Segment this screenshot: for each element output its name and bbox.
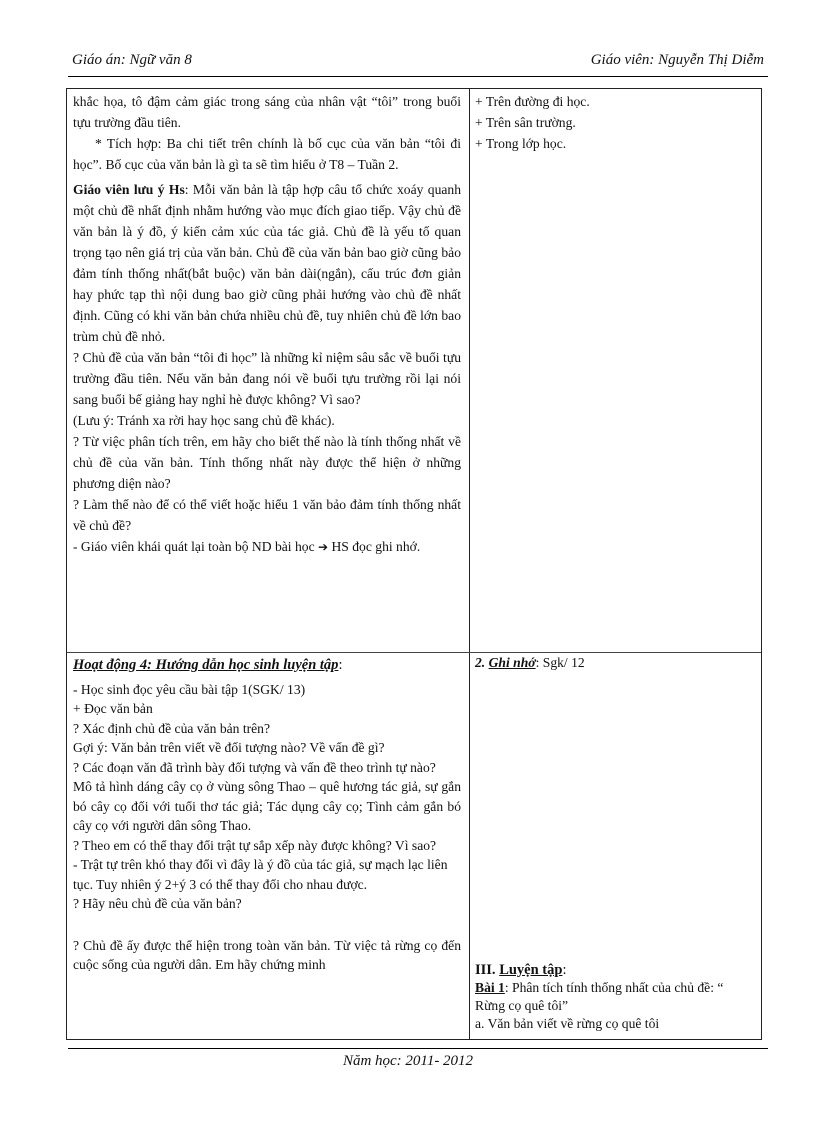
exercise-1-a: a. Văn bản viết về rừng cọ quê tôi — [475, 1016, 660, 1031]
paragraph-intro: khắc họa, tô đậm cảm giác trong sáng của nhân vật “tôi” trong buổi tựu trường đầu tiên. — [73, 94, 461, 130]
summary-text: - Giáo viên khái quát lại toàn bộ ND bài học — [73, 539, 315, 554]
memo-line — [475, 652, 753, 673]
question-unity: ? Từ việc phân tích trên, em hãy cho biết thế nào là tính thống nhất về chủ đề của văn bản. Tính thống nhất này được thể hiện ở những phương diện nào? — [73, 434, 461, 491]
memo — [475, 652, 753, 673]
practice-label: Luyện tập — [499, 962, 563, 978]
question-change: ? Theo em có thể thay đổi trật tự sắp xếp này được không? Vì sao? — [73, 837, 437, 853]
arrow-icon: ➔ — [318, 540, 329, 554]
memo-number: 2. — [475, 655, 486, 670]
read-text: + Đọc văn bản — [73, 701, 153, 716]
teacher-note-label: Giáo viên lưu ý Hs — [73, 182, 185, 197]
question-state-topic: ? Hãy nêu chủ đề của văn bản? — [73, 896, 242, 911]
question-how: ? Làm thế nào để có thể viết hoặc hiểu 1 văn bảo đảm tính thống nhất về chủ đề? — [73, 497, 461, 533]
point-classroom: + Trong lớp học. — [475, 136, 567, 151]
practice-colon: : — [562, 962, 567, 978]
paragraph-integration: * Tích hợp: Ba chi tiết trên chính là bố cục của văn bản “tôi đi học”. Bố cục của văn bản là gì ta sẽ tìm hiểu ở T8 – Tuần 2. — [73, 136, 461, 172]
header-teacher: Giáo viên: Nguyễn Thị Diễm — [590, 52, 764, 68]
point-road: + Trên đường đi học. — [475, 94, 590, 109]
right-column-top — [475, 91, 753, 154]
exercise-1-text: : Phân tích tính thống nhất của chủ đề: “ Rừng cọ quê tôi” — [475, 980, 724, 1013]
exercise-1-label: Bài 1 — [475, 980, 505, 995]
left-column-bottom — [73, 656, 461, 975]
header-subject: Giáo án: Ngữ văn 8 — [72, 52, 192, 68]
memo-text: : Sgk/ 12 — [535, 655, 585, 670]
page-header — [72, 52, 764, 74]
practice-roman: III. — [475, 962, 496, 978]
note-caution: (Lưu ý: Tránh xa rời hay học sang chủ đề khác). — [73, 413, 335, 428]
exercise-1 — [475, 979, 753, 1015]
left-column-top — [73, 91, 461, 558]
question-topic: ? Chủ đề của văn bản “tôi đi học” là những kỉ niệm sâu sắc về buổi tựu trường đầu tiên. Nếu văn bản đang nói về buổi tựu trường rồi lại nói sang buổi bế giảng hay nghỉ hè được không? Vì sao? — [73, 350, 461, 407]
question-order: ? Các đoạn văn đã trình bày đối tượng và vấn đề theo trình tự nào? — [73, 759, 436, 775]
activity-4-colon: : — [338, 657, 343, 673]
point-yard: + Trên sân trường. — [475, 115, 576, 130]
summary-result: HS đọc ghi nhớ. — [331, 539, 421, 554]
practice-heading — [475, 961, 753, 979]
paragraph-teacher-note — [73, 179, 461, 347]
header-rule — [68, 76, 768, 77]
exercise-request: - Học sinh đọc yêu cầu bài tập 1(SGK/ 13) — [73, 681, 306, 697]
question-identify: ? Xác định chủ đề của văn bản trên? — [73, 720, 271, 736]
footer-year: Năm học: 2011- 2012 — [342, 1053, 474, 1069]
answer-order: - Trật tự trên khó thay đổi vì đây là ý đồ của tác giả, sự mạch lạc liên tục. Tuy nhiên ý 2+ý 3 có thể thay đổi cho nhau được. — [73, 857, 448, 892]
lesson-table — [66, 88, 762, 1040]
summary-line — [73, 536, 461, 558]
teacher-note-text: : Mỗi văn bản là tập hợp câu tổ chức xoáy quanh một chủ đề nhất định nhằm hướng vào mục đích giao tiếp. Vậy chủ đề văn bản là ý đồ, ý kiến cảm xúc của tác giả. Chủ đề là yếu tố quan trọng tạo nên giá trị của văn bản. Chủ đề của văn bản bao giờ cũng bảo đảm tính thống nhất(bắt buộc) văn bản dài(ngắn), cấu trúc đơn giản hay phức tạp thì nội dung bao giờ cũng phải hướng vào chủ đề nhất định. Cũng có khi văn bản chứa nhiều chủ đề, tuy nhiên chủ đề lớn bao trùm chủ đề nhỏ. — [73, 182, 461, 344]
memo-label: Ghi nhớ — [488, 655, 536, 670]
activity-4-heading — [73, 656, 461, 676]
hint: Gợi ý: Văn bản trên viết về đối tượng nào? Về vấn đề gì? — [73, 740, 385, 755]
column-divider — [469, 89, 470, 1039]
answer-description: Mô tả hình dáng cây cọ ở vùng sông Thao – quê hương tác giả, sự gắn bó cây cọ đối với tuổi thơ tác giả; Tác dụng cây cọ; Tình cảm gắn bó cây cọ với người dân sông Thao. — [73, 779, 461, 833]
activity-4-label: Hoạt động 4: Hướng dẫn học sinh luyện tập — [73, 657, 339, 673]
right-column-bottom — [475, 961, 753, 1033]
question-prove: ? Chủ đề ấy được thể hiện trong toàn văn bản. Từ việc tả rừng cọ đến cuộc sống của người dân. Em hãy chứng minh — [73, 937, 461, 972]
footer-rule — [68, 1048, 768, 1049]
